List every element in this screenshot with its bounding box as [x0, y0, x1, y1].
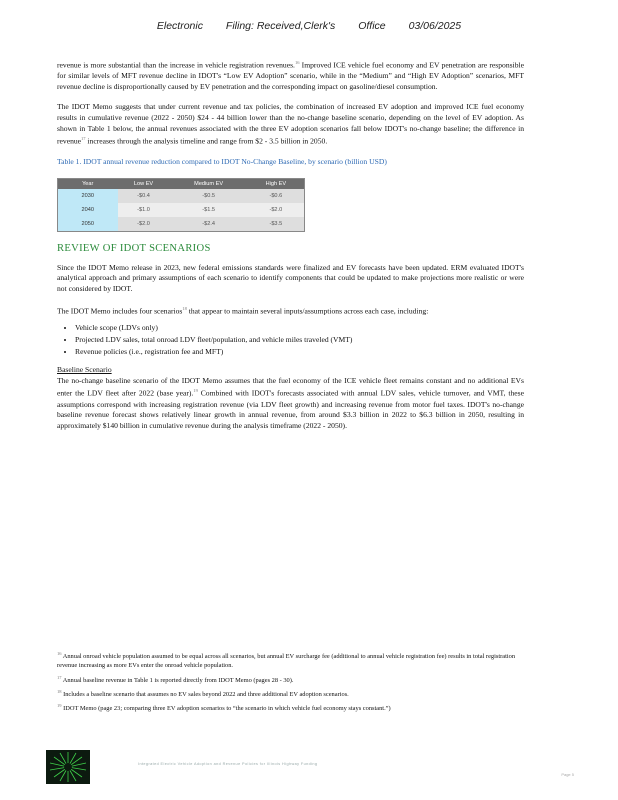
paragraph-four-scenarios: The IDOT Memo includes four scenarios$^{18}$ that appear to maintain several inputs/assumptions across each case, including:	[57, 306, 429, 316]
footnote-ref-16[interactable]: 16	[294, 60, 300, 65]
footnote-ref-19[interactable]: 19	[193, 388, 198, 394]
cell-low-ev: -$2.0	[118, 217, 170, 231]
list-item: • Projected LDV sales, total onroad LDV fleet/population, and vehicle miles traveled (VMT)	[75, 335, 524, 346]
cell-low-ev: -$1.0	[118, 203, 170, 217]
footnote-16: $^{16}$ Annual onroad vehicle population assumed to be equal across all scenarios, but annual EV surcharge fee (additional to annual vehicle registration fee) results in total registration revenue increasing as more EVs enter the onroad vehicle population.	[57, 651, 516, 670]
document-body	[57, 58, 524, 441]
table-header-row	[58, 178, 305, 189]
starburst-logo-icon	[46, 750, 90, 784]
page-footer	[46, 750, 574, 784]
footer-title: Integrated Electric Vehicle Adoption and Revenue Policies for Illinois Highway Funding	[138, 762, 318, 766]
cell-low-ev: -$0.4	[118, 189, 170, 203]
paragraph-idot-memo-summary: The IDOT Memo suggests that under current revenue and tax policies, the combination of increased EV adoption and improved ICE fuel economy results in cumulative revenue (2022 - 2050) $24 - 44 billion lower than the no-change baseline scenario, depending on the level of EV adoption. As shown in Table 1 below, the annual revenues associated with the three EV adoption scenarios fall below IDOT's no-change baseline; the difference in revenue$^{17}$ increases through the analysis timeline and range from $2 - 3.5 billion in 2050.	[57, 102, 524, 146]
header-date: 03/06/2025	[408, 20, 462, 32]
filing-header	[0, 20, 618, 32]
col-header-year: Year	[58, 178, 118, 189]
paragraph-revenue-decline: revenue is more substantial than the increase in vehicle registration revenues.$^{16}$ Improved ICE vehicle fuel economy and EV penetration are responsible for similar levels of MFT revenue decline in IDOT's “Low EV Adoption” scenario, while in the “Medium” and “High EV Adoption” scenarios, MFT revenue decline is disproportionally caused by EV penetration and the corresponding impact on gasoline/diesel consumption.	[57, 60, 524, 91]
footnote-ref-17[interactable]: 17	[81, 136, 86, 142]
paragraph-baseline: The no-change baseline scenario of the IDOT Memo assumes that the fuel economy of the ICE vehicle fleet remains constant and no additional EVs enter the LDV fleet after 2022 (base year).$^{19}$ Combined with IDOT's forecasts associated with annual LDV sales, vehicle turnover, and VMT, these assumptions correspond with increasing registration revenue (via LDV fleet growth) and increasing revenue from motor fuel taxes. IDOT's no-change baseline revenue forecast shows relatively linear growth in annual revenue, from around $3.3 billion in 2022 to $6.3 billion in 2050, resulting in approximately $140 billion in cumulative revenue during the analysis timeframe (2022 - 2050).	[57, 375, 525, 430]
table-caption: Table 1. IDOT annual revenue reduction compared to IDOT No-Change Baseline, by scenario (billion USD)	[57, 157, 387, 167]
table-row	[58, 189, 305, 203]
cell-medium-ev: -$1.5	[170, 203, 248, 217]
page-number: Page 5	[561, 772, 574, 777]
list-item: • Revenue policies (i.e., registration fee and MFT)	[75, 347, 524, 358]
table-row	[58, 217, 305, 231]
footnotes	[57, 649, 524, 716]
cell-year: 2040	[58, 203, 118, 217]
cell-year: 2030	[58, 189, 118, 203]
cell-year: 2050	[58, 217, 118, 231]
cell-high-ev: -$2.0	[248, 203, 305, 217]
footnote-19: $^{19}$ IDOT Memo (page 23; comparing three EV adoption scenarios to “the scenario in which vehicle fuel economy stays constant.”)	[57, 703, 391, 713]
footnote-ref-18[interactable]: 18	[182, 306, 187, 312]
cell-medium-ev: -$2.4	[170, 217, 248, 231]
cell-high-ev: -$3.5	[248, 217, 305, 231]
section-title: REVIEW OF IDOT SCENARIOS	[57, 242, 211, 254]
cell-high-ev: -$0.6	[248, 189, 305, 203]
list-item: • Vehicle scope (LDVs only)	[75, 323, 524, 334]
col-header-high-ev: High EV	[248, 178, 305, 189]
footnote-17: $^{17}$ Annual baseline revenue in Table 1 is reported directly from IDOT Memo (pages 28 - 30).	[57, 674, 294, 684]
paragraph-since-release: Since the IDOT Memo release in 2023, new federal emissions standards were finalized and EV forecasts have been updated. ERM evaluated IDOT's analytical approach and primary assumptions of each scenario to identify components that could be updated to make projections more realistic or were not considered by IDOT.	[57, 262, 524, 293]
subheading-baseline-scenario: Baseline Scenario	[57, 365, 112, 375]
col-header-medium-ev: Medium EV	[170, 178, 248, 189]
header-filing: Filing: Received,Clerk's	[225, 20, 336, 32]
assumptions-list	[75, 323, 524, 357]
erm-logo-icon	[46, 750, 90, 784]
header-electronic: Electronic	[156, 20, 203, 32]
header-office: Office	[358, 20, 386, 32]
revenue-reduction-table	[57, 178, 305, 232]
cell-medium-ev: -$0.5	[170, 189, 248, 203]
footnote-18: $^{18}$ Includes a baseline scenario that assumes no EV sales beyond 2022 and three additional EV adoption scenarios.	[57, 688, 349, 698]
table-row	[58, 203, 305, 217]
col-header-low-ev: Low EV	[118, 178, 170, 189]
